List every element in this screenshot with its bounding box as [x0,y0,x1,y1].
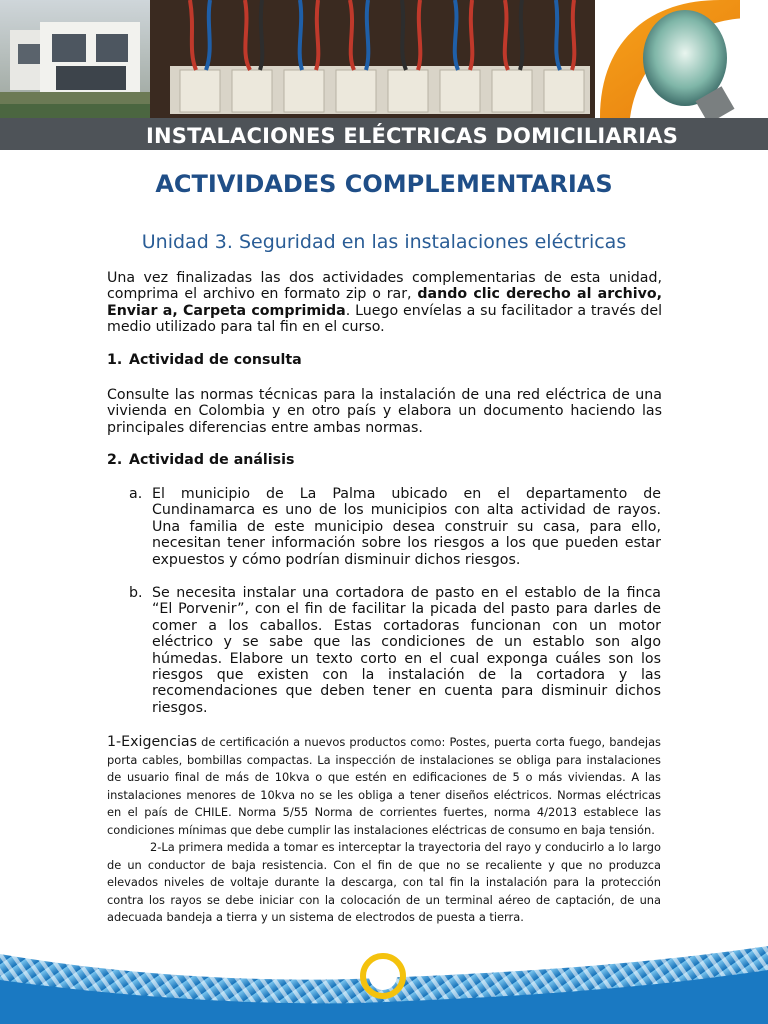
intro-paragraph [107,270,662,336]
banner-photo-collage [0,0,768,118]
section-1-heading: Actividad de consulta [129,352,302,368]
footer-ring-graphic [363,956,403,996]
answer-paragraph-1: de certificación a nuevos productos como: Postes, puerta corta fuego, bandejas porta cables, bombillas compactas. La inspección de instalaciones se obliga para instalaciones de usuario final de más de 10kva o que estén en edificaciones de 5 o más viviendas. A las instalaciones menores de 10kva no se les obliga a tener diseños eléctricos. Normas eléctricas en el país de CHILE. Norma 5/55 Norma de corrientes fuertes, norma 4/2013 establece las condiciones mínimas que debe cumplir las instalaciones eléctricas de consumo en baja tensión. [107,735,661,837]
section-2-heading: Actividad de análisis [129,452,295,468]
list-item-letter-a: a. [129,486,143,502]
unit-title: Unidad 3. Seguridad en las instalaciones eléctricas [141,231,627,253]
header-banner [0,0,768,150]
footer-graphic [0,940,768,1024]
section-1-text: Consulte las normas técnicas para la instalación de una red eléctrica de una vivienda en Colombia y en otro país y elabora un documento haciendo las principales diferencias entre ambas normas. [107,387,662,436]
intro-text-bold: dando clic derecho al archivo, Enviar a, Carpeta comprimida [107,286,662,319]
answer-paragraph-2: 2-La primera medida a tomar es interceptar la trayectoria del rayo y conducirlo a lo largo de un conductor de baja resistencia. Con el fin de que no se recaliente y que no produzca elevados niveles de voltaje durante la descarga, con tal fin la instalación para la protección contra los rayos se debe iniciar con la colocación de un terminal aéreo de captación, de una adecuada bandeja a tierra y un sistema de electrodos de puesta a tierra. [107,840,661,924]
banner-title: INSTALACIONES ELÉCTRICAS DOMICILIARIAS [146,124,679,148]
section-2-number: 2. [107,452,123,468]
breaker-panel-image [150,0,595,118]
list-item-a: El municipio de La Palma ubicado en el departamento de Cundinamarca es uno de los municipios con alta actividad de rayos. Una familia de este municipio desea construir su casa, para ello, necesitan tener información sobre los riesgos a los que pueden estar expuestos y cómo podrían disminuir dichos riesgos. [152,486,661,568]
house-image [0,0,150,118]
document-title: ACTIVIDADES COMPLEMENTARIAS [155,170,613,198]
answer-lead: 1-Exigencias [107,734,198,750]
section-1-number: 1. [107,352,123,368]
list-item-letter-b: b. [129,585,143,601]
intro-text-2: . Luego envíelas a su facilitador a través del medio utilizado para tal fin en el curso. [107,302,663,336]
intro-text-1: Una vez finalizadas las dos actividades complementarias de esta unidad, comprima el archivo en formato zip o rar, [107,270,662,303]
list-item-b: Se necesita instalar una cortadora de pasto en el establo de la finca “El Porvenir”, con el fin de facilitar la picada del pasto para darles de comer a los caballos. Estas cortadoras funcionan con un motor eléctrico y se sabe que las condiciones de un establo son algo húmedas. Elabore un texto corto en el cual exponga cuáles son los riesgos que existen con la instalación de la cortadora y las recomendaciones que deben tener en cuenta para disminuir dichos riesgos. [152,585,661,716]
light-bulb-image [595,0,768,118]
answer-section [107,734,661,927]
